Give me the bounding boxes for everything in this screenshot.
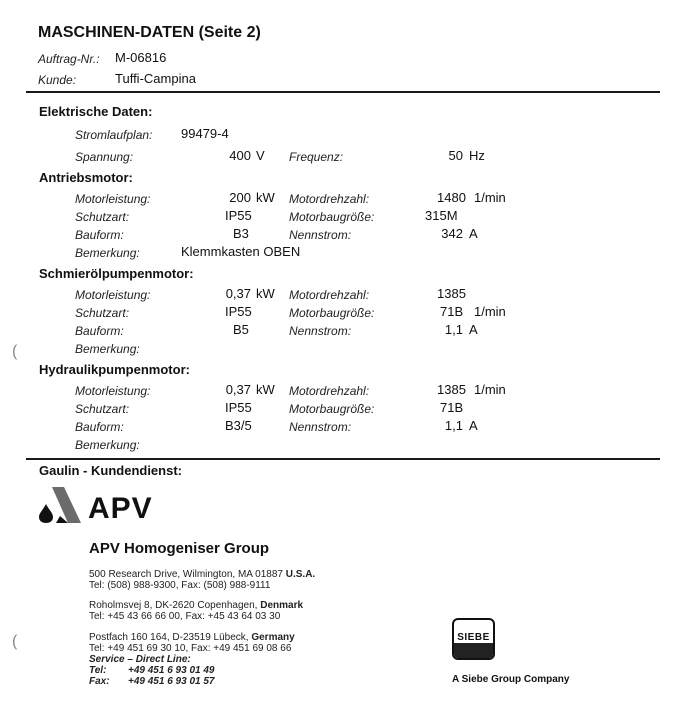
schutzart-value: IP55 (225, 208, 252, 223)
motordrehzahl-label: Motordrehzahl: (289, 288, 370, 302)
schutzart-value: IP55 (225, 400, 252, 415)
address-usa-line1: 500 Research Drive, Wilmington, MA 01887 (89, 569, 286, 580)
spannung-unit: V (256, 148, 265, 163)
siebe-logo (452, 618, 495, 660)
motordrehzahl-value: 1385 (437, 382, 466, 397)
motordrehzahl-label: Motordrehzahl: (289, 384, 370, 398)
motorbaugroesse-unit: 1/min (474, 304, 506, 319)
address-denmark (89, 600, 303, 622)
address-germany-country: Germany (251, 632, 295, 643)
service-fax-label: Fax: (89, 676, 110, 687)
motorbaugroesse-value: 71B (440, 304, 464, 319)
bemerkung-label: Bemerkung: (75, 246, 140, 260)
bemerkung-label: Bemerkung: (75, 438, 140, 452)
motorbaugroesse-value: 71B (440, 400, 464, 415)
siebe-tagline: A Siebe Group Company (452, 674, 570, 685)
nennstrom-value: 1,1 (444, 322, 463, 337)
schutzart-label: Schutzart: (75, 210, 130, 224)
service-fax-value: +49 451 6 93 01 57 (128, 676, 215, 687)
nennstrom-unit: A (469, 226, 478, 241)
frequenz-unit: Hz (469, 148, 485, 163)
spannung-value: 400 (229, 148, 251, 163)
bauform-label: Bauform: (75, 228, 124, 242)
motordrehzahl-value: 1385 (437, 286, 466, 301)
address-usa-country: U.S.A. (285, 569, 316, 580)
spannung-label: Spannung: (75, 150, 134, 164)
frequenz-label: Frequenz: (289, 150, 344, 164)
address-usa-phone: Tel: (508) 988-9300, Fax: (508) 988-9111 (89, 580, 271, 591)
siebe-logo-fill (454, 642, 493, 658)
punch-hole-mark: ( (12, 343, 18, 360)
motorbaugroesse-value: 315M (425, 208, 458, 223)
motorleistung-label: Motorleistung: (75, 288, 151, 302)
motorleistung-unit: kW (256, 382, 275, 397)
siebe-logo-text: SIEBE (454, 632, 493, 643)
kunde-value: Tuffi-Campina (115, 71, 196, 86)
kundendienst-divider (26, 458, 660, 460)
nennstrom-value: 1,1 (444, 418, 463, 433)
nennstrom-unit: A (469, 322, 478, 337)
auftrag-label: Auftrag-Nr.: (38, 52, 100, 66)
bauform-value: B3/5 (225, 418, 252, 433)
nennstrom-unit: A (469, 418, 478, 433)
stromlaufplan-value: 99479-4 (181, 126, 229, 141)
stromlaufplan-label: Stromlaufplan: (75, 128, 153, 142)
section-kundendienst: Gaulin - Kundendienst: (39, 463, 182, 478)
apv-logo (38, 486, 163, 524)
motordrehzahl-unit: 1/min (474, 190, 506, 205)
motordrehzahl-value: 1480 (437, 190, 466, 205)
apv-logo-text: APV (88, 492, 153, 525)
kunde-label: Kunde: (38, 73, 77, 87)
motorleistung-label: Motorleistung: (75, 384, 151, 398)
motorbaugroesse-label: Motorbaugröße: (289, 306, 375, 320)
bemerkung-label: Bemerkung: (75, 342, 140, 356)
address-germany-line1: Postfach 160 164, D-23519 Lübeck, (89, 632, 252, 643)
bauform-value: B5 (233, 322, 249, 337)
nennstrom-label: Nennstrom: (289, 324, 352, 338)
motor-section-heading: Schmierölpumpenmotor: (39, 266, 194, 281)
bauform-label: Bauform: (75, 420, 124, 434)
address-denmark-country: Denmark (260, 600, 304, 611)
address-germany (89, 632, 295, 654)
motorleistung-value: 200 (229, 190, 251, 205)
address-usa (89, 569, 315, 591)
motorleistung-unit: kW (256, 190, 275, 205)
motor-section-heading: Antriebsmotor: (39, 170, 133, 185)
address-germany-phone: Tel: +49 451 69 30 10, Fax: +49 451 69 08 66 (89, 643, 292, 654)
auftrag-value: M-06816 (115, 50, 167, 65)
page-title: MASCHINEN-DATEN (Seite 2) (38, 24, 261, 41)
schutzart-value: IP55 (225, 304, 252, 319)
bauform-label: Bauform: (75, 324, 124, 338)
schutzart-label: Schutzart: (75, 402, 130, 416)
punch-hole-mark: ( (12, 633, 18, 650)
section-elektrische-daten: Elektrische Daten: (39, 104, 153, 119)
motordrehzahl-label: Motordrehzahl: (289, 192, 370, 206)
motor-section-heading: Hydraulikpumpenmotor: (39, 362, 190, 377)
motorbaugroesse-label: Motorbaugröße: (289, 402, 375, 416)
service-tel-value: +49 451 6 93 01 49 (128, 665, 215, 676)
apv-group-name: APV Homogeniser Group (89, 540, 270, 557)
motorleistung-value: 0,37 (225, 382, 251, 397)
bauform-value: B3 (233, 226, 249, 241)
nennstrom-value: 342 (441, 226, 463, 241)
motordrehzahl-unit: 1/min (474, 382, 506, 397)
frequenz-value: 50 (448, 148, 463, 163)
motorleistung-value: 0,37 (225, 286, 251, 301)
service-heading: Service – Direct Line: (89, 654, 191, 665)
nennstrom-label: Nennstrom: (289, 420, 352, 434)
motorleistung-unit: kW (256, 286, 275, 301)
motorbaugroesse-label: Motorbaugröße: (289, 210, 375, 224)
bemerkung-value: Klemmkasten OBEN (181, 244, 301, 259)
address-denmark-phone: Tel: +45 43 66 66 00, Fax: +45 43 64 03 30 (89, 611, 281, 622)
motorleistung-label: Motorleistung: (75, 192, 151, 206)
address-denmark-line1: Roholmsvej 8, DK-2620 Copenhagen, (89, 600, 261, 611)
nennstrom-label: Nennstrom: (289, 228, 352, 242)
schutzart-label: Schutzart: (75, 306, 130, 320)
service-tel-label: Tel: (89, 665, 107, 676)
header-divider (26, 91, 660, 93)
